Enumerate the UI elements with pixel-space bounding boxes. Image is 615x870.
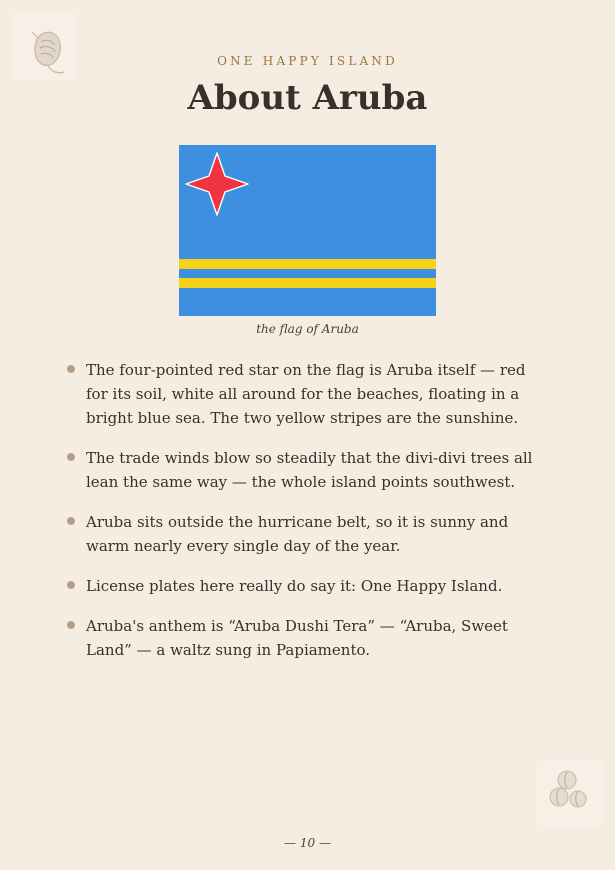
fact-text: The four-pointed red star on the flag is Aruba itself — red for its soil, white all around for the beaches, floating in a bright blue sea. The two yellow stripes are the sunshine. [86, 361, 526, 427]
flag-stripe-bottom [179, 278, 436, 288]
fact-item [66, 510, 546, 558]
fact-item [66, 358, 546, 430]
flag-caption: the flag of Aruba [256, 322, 359, 336]
shell-icon [12, 14, 78, 80]
fact-item [66, 614, 546, 662]
facts-list [66, 358, 546, 678]
fact-text: License plates here really do say it: One Happy Island. [86, 577, 503, 595]
section-kicker: ONE HAPPY ISLAND [217, 54, 398, 68]
bullet-icon [67, 581, 75, 589]
bullet-icon [67, 365, 75, 373]
fact-text: Aruba's anthem is “Aruba Dushi Tera” — “Aruba, Sweet Land” — a waltz sung in Papiamento. [86, 617, 508, 659]
fact-item [66, 574, 546, 598]
flag-stripe-top [179, 259, 436, 269]
aruba-flag [179, 145, 436, 316]
bullet-icon [67, 621, 75, 629]
bullet-icon [67, 517, 75, 525]
fact-text: Aruba sits outside the hurricane belt, so it is sunny and warm nearly every single day of the year. [86, 513, 509, 555]
fact-item [66, 446, 546, 494]
seashells-icon [537, 760, 603, 826]
bullet-icon [67, 453, 75, 461]
page-number: — 10 — [284, 836, 331, 850]
page-title: About Aruba [187, 78, 428, 118]
fact-text: The trade winds blow so steadily that the divi-divi trees all lean the same way — the whole island points southwest. [86, 449, 533, 491]
